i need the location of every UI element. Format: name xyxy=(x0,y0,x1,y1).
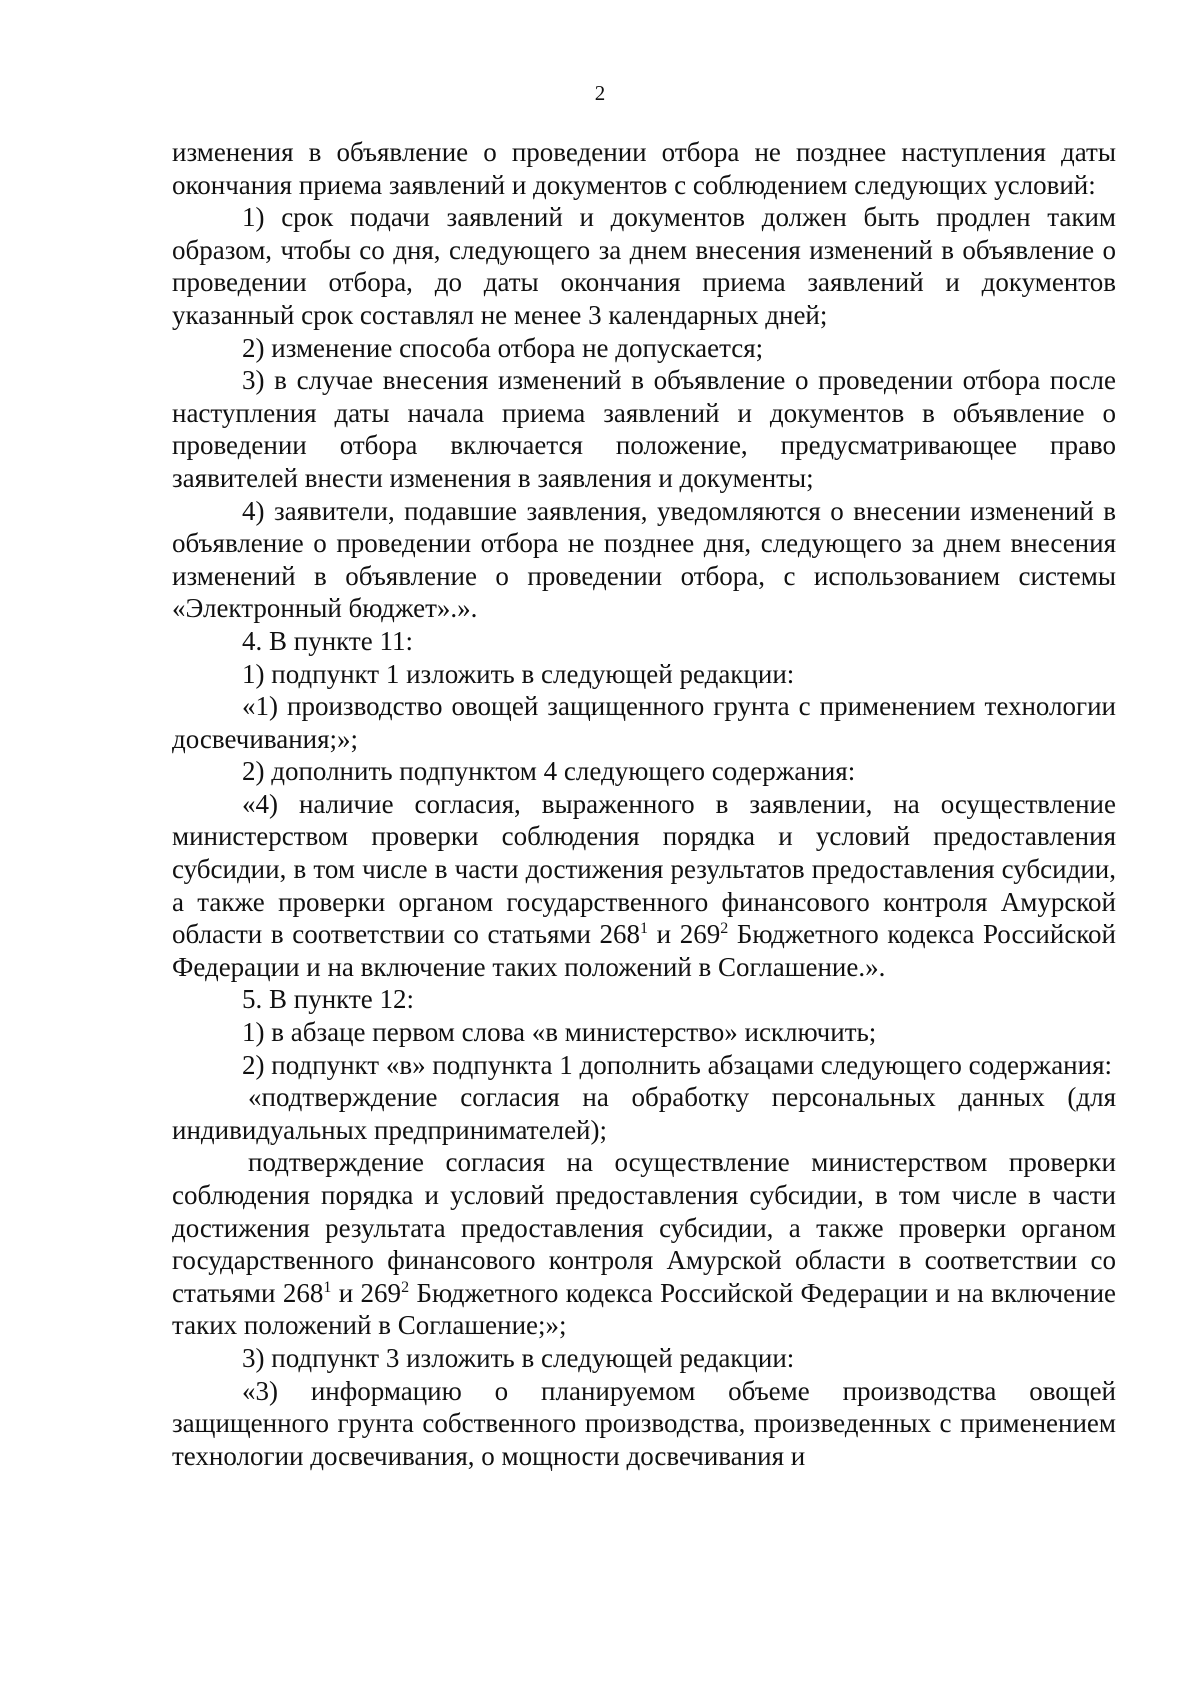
paragraph-quote-1: «1) производство овощей защищенного грунта с применением технологии досвечивания;»; xyxy=(172,691,1116,754)
paragraph-continuation: изменения в объявление о проведении отбора не позднее наступления даты окончания приема заявлений и документов с соблюдением следующих условий: xyxy=(172,137,1116,200)
paragraph-subitem-3: 3) подпункт 3 изложить в следующей редакции: xyxy=(242,1342,795,1373)
text-fragment: «4) наличие согласия, выраженного в заявлении, на осуществление министерством проверки соблюдения порядка и условий предоставления субсидии, в том числе в части достижения результатов предоставления субсидии, а также проверки органом государственного финансового контроля Амурской области в соответствии со статьями 268 xyxy=(172,788,1116,950)
paragraph-item-2: 2) изменение способа отбора не допускается; xyxy=(242,332,764,363)
text-fragment: Бюджетного кодекса Российской Федерации и на включение таких положений в Соглашение;»; xyxy=(172,1277,1116,1341)
text-fragment: и 269 xyxy=(331,1277,402,1308)
paragraph-quote-consent: «подтверждение согласия на обработку персональных данных (для индивидуальных предпринимателей); xyxy=(172,1082,1116,1145)
superscript: 1 xyxy=(323,1278,332,1296)
superscript: 2 xyxy=(720,920,729,938)
paragraph-item-4: 4) заявители, подавшие заявления, уведомляются о внесении изменений в объявление о проведении отбора не позднее дня, следующего за днем внесения изменений в объявление о проведении отбора, с использованием системы «Электронный бюджет».». xyxy=(172,495,1116,624)
paragraph-subitem-2-b: 2) подпункт «в» подпункта 1 дополнить абзацами следующего содержания: xyxy=(242,1049,1112,1080)
text-fragment: подтверждение согласия на осуществление министерством проверки соблюдения порядка и условий предоставления субсидии, в том числе в части достижения результата предоставления субсидии, а также проверки органом государственного финансового контроля Амурской области в соответствии со статьями 268 xyxy=(172,1147,1116,1308)
superscript: 2 xyxy=(401,1278,410,1296)
document-body xyxy=(172,136,1116,1472)
superscript: 1 xyxy=(640,920,649,938)
paragraph-consent-check xyxy=(172,1146,1116,1342)
paragraph-subitem-2: 2) дополнить подпунктом 4 следующего содержания: xyxy=(242,756,856,787)
section-4-heading: 4. В пункте 11: xyxy=(242,625,413,656)
page-number: 2 xyxy=(594,81,606,105)
paragraph-quote-4 xyxy=(172,788,1116,984)
paragraph-quote-3: «3) информацию о планируемом объеме производства овощей защищенного грунта собственного производства, произведенных с применением технологии досвечивания, о мощности досвечивания и xyxy=(172,1375,1116,1471)
paragraph-item-1: 1) срок подачи заявлений и документов должен быть продлен таким образом, чтобы со дня, следующего за днем внесения изменений в объявление о проведении отбора, до даты окончания приема заявлений и документов указанный срок составлял не менее 3 календарных дней; xyxy=(172,202,1116,330)
text-fragment: и 269 xyxy=(648,919,721,950)
text-fragment: Бюджетного кодекса Российской Федерации и на включение таких положений в Соглашение.». xyxy=(172,919,1117,982)
section-5-heading: 5. В пункте 12: xyxy=(242,984,414,1015)
paragraph-subitem-1: 1) подпункт 1 изложить в следующей редакции: xyxy=(242,658,795,689)
paragraph-item-3: 3) в случае внесения изменений в объявление о проведении отбора после наступления даты начала приема заявлений и документов в объявление о проведении отбора включается положение, предусматривающее право заявителей внести изменения в заявления и документы; xyxy=(172,365,1116,493)
paragraph-subitem-1-b: 1) в абзаце первом слова «в министерство» исключить; xyxy=(242,1017,877,1048)
